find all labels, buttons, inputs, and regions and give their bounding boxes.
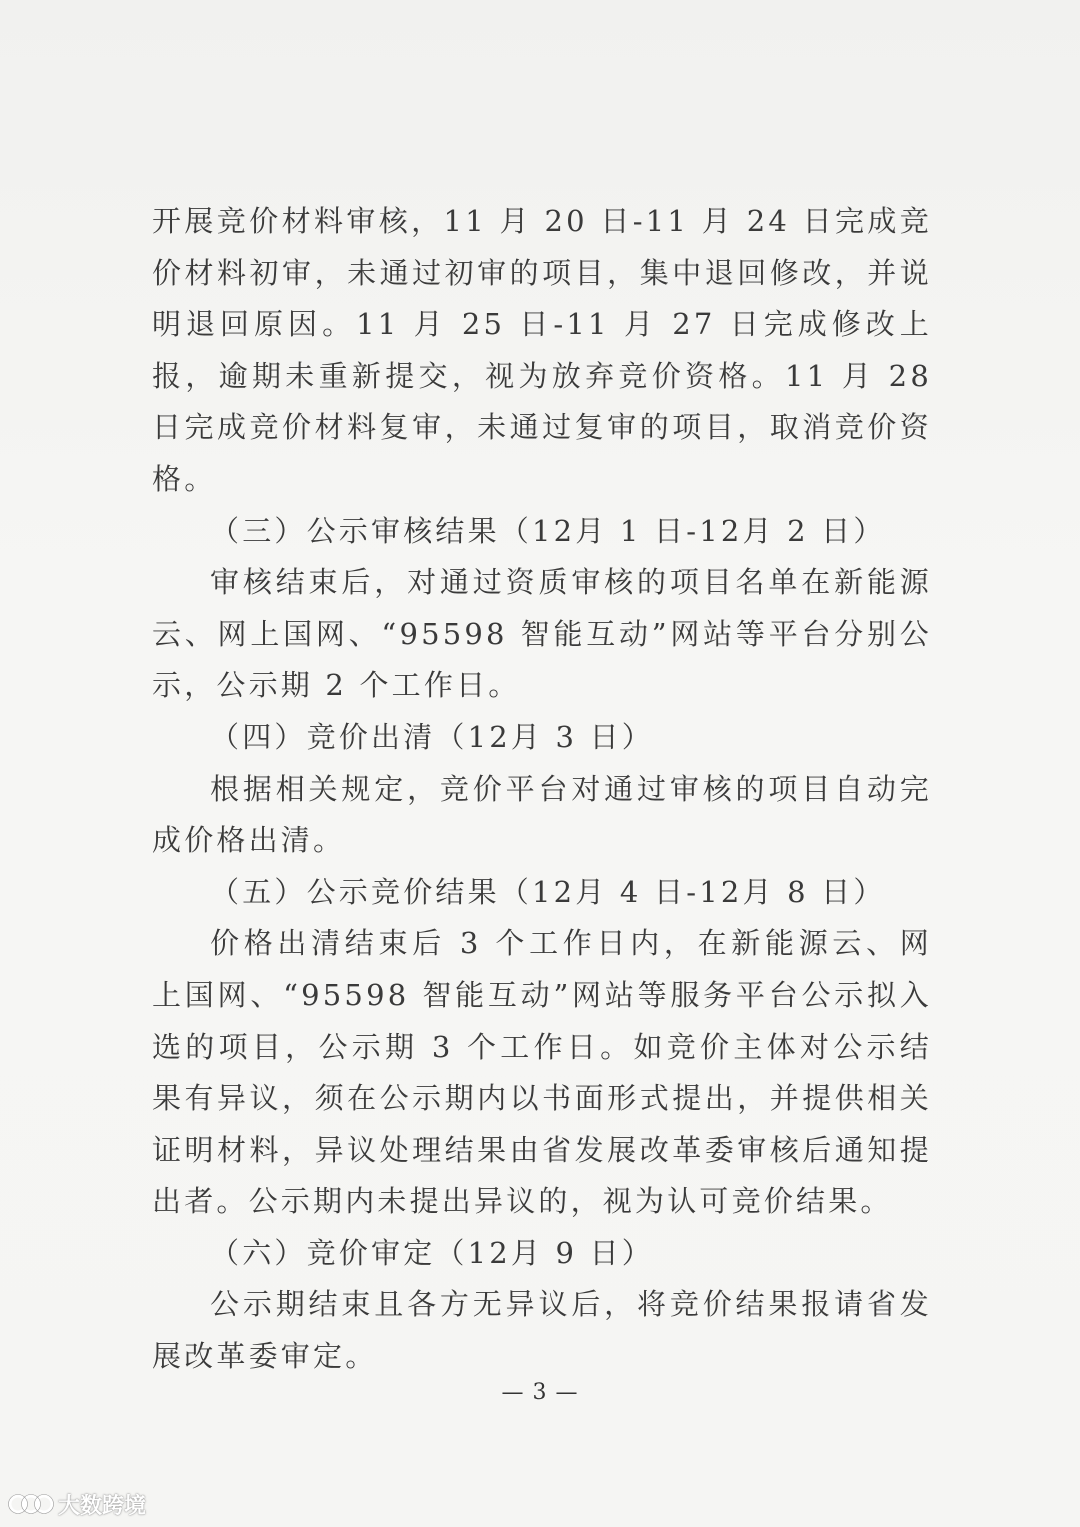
paragraph-final-approval: 公示期结束且各方无异议后，将竞价结果报请省发展改革委审定。 [152,1287,932,1374]
dashuju-logo-icon [8,1489,54,1519]
paragraph-price-clearing: 根据相关规定，竞价平台对通过审核的项目自动完成价格出清。 [152,771,932,858]
document-body [152,196,932,1383]
section-heading-4: （四）竞价出清（12月 3 日） [210,719,654,754]
paragraph-publicity-results: 价格出清结束后 3 个工作日内，在新能源云、网上国网、“95598 智能互动”网站等服务平台公示拟入选的项目，公示期 3 个工作日。如竞价主体对公示结果有异议，须在公示期内以书面形式提出，并提供相关证明材料，异议处理结果由省发展改革委审核后通知提出者。公示期内未提出异议的，视为认可竞价结果。 [152,926,932,1219]
paragraph-continuation: 开展竞价材料审核，11 月 20 日-11 月 24 日完成竞价材料初审，未通过初审的项目，集中退回修改，并说明退回原因。11 月 25 日-11 月 27 日完成修改上报，逾期未重新提交，视为放弃竞价资格。11 月 28 日完成竞价材料复审，未通过复审的项目，取消竞价资格。 [152,204,932,496]
watermark [8,1488,146,1520]
page-number: — 3 — [501,1380,579,1405]
section-heading-5: （五）公示竞价结果（12月 4 日-12月 8 日） [210,874,886,909]
section-heading-3: （三）公示审核结果（12月 1 日-12月 2 日） [210,513,886,548]
paragraph-publicity-review: 审核结束后，对通过资质审核的项目名单在新能源云、网上国网、“95598 智能互动”网站等平台分别公示，公示期 2 个工作日。 [152,565,932,703]
section-heading-6: （六）竞价审定（12月 9 日） [210,1235,654,1270]
watermark-brand: 大数跨境 [58,1493,147,1519]
